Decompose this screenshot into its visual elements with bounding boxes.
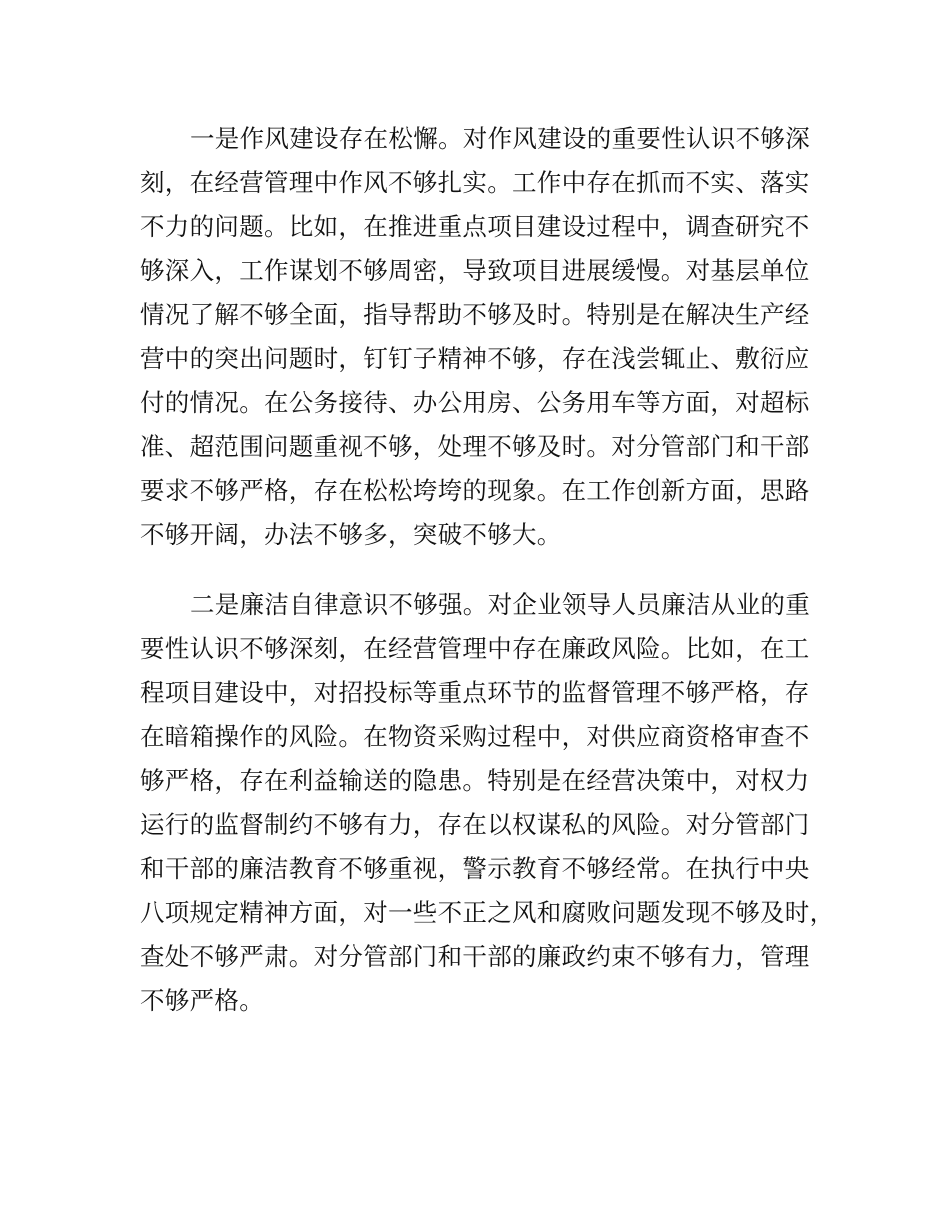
paragraph-line: 要性认识不够深刻，在经营管理中存在廉政风险。比如，在工 — [140, 634, 810, 663]
paragraph-line: 程项目建设中，对招投标等重点环节的监督管理不够严格，存 — [140, 678, 810, 707]
paragraph-line: 要求不够严格，存在松松垮垮的现象。在工作创新方面，思路 — [140, 476, 810, 505]
paragraph-line: 八项规定精神方面，对一些不正之风和腐败问题发现不够及时， — [140, 898, 835, 927]
paragraph-line: 付的情况。在公务接待、办公用房、公务用车等方面，对超标 — [140, 388, 810, 417]
paragraph-line: 运行的监督制约不够有力，存在以权谋私的风险。对分管部门 — [140, 810, 810, 839]
paragraph-line: 情况了解不够全面，指导帮助不够及时。特别是在解决生产经 — [140, 300, 810, 329]
paragraph-line: 在暗箱操作的风险。在物资采购过程中，对供应商资格审查不 — [140, 722, 810, 751]
paragraph-line: 营中的突出问题时，钉钉子精神不够，存在浅尝辄止、敷衍应 — [140, 344, 810, 373]
paragraph-line: 不力的问题。比如，在推进重点项目建设过程中，调查研究不 — [140, 212, 810, 241]
paragraph-line: 查处不够严肃。对分管部门和干部的廉政约束不够有力，管理 — [140, 942, 810, 971]
paragraph-line: 够深入，工作谋划不够周密，导致项目进展缓慢。对基层单位 — [140, 256, 810, 285]
paragraph-line: 一是作风建设存在松懈。对作风建设的重要性认识不够深 — [190, 124, 810, 153]
paragraph-line: 准、超范围问题重视不够，处理不够及时。对分管部门和干部 — [140, 432, 810, 461]
paragraph-line: 刻，在经营管理中作风不够扎实。工作中存在抓而不实、落实 — [140, 168, 810, 197]
paragraph-line: 不够开阔，办法不够多，突破不够大。 — [140, 520, 562, 549]
paragraph-line: 够严格，存在利益输送的隐患。特别是在经营决策中，对权力 — [140, 766, 810, 795]
paragraph-line: 和干部的廉洁教育不够重视，警示教育不够经常。在执行中央 — [140, 854, 810, 883]
paragraph-line: 二是廉洁自律意识不够强。对企业领导人员廉洁从业的重 — [190, 590, 810, 619]
paragraph-line: 不够严格。 — [140, 986, 264, 1015]
